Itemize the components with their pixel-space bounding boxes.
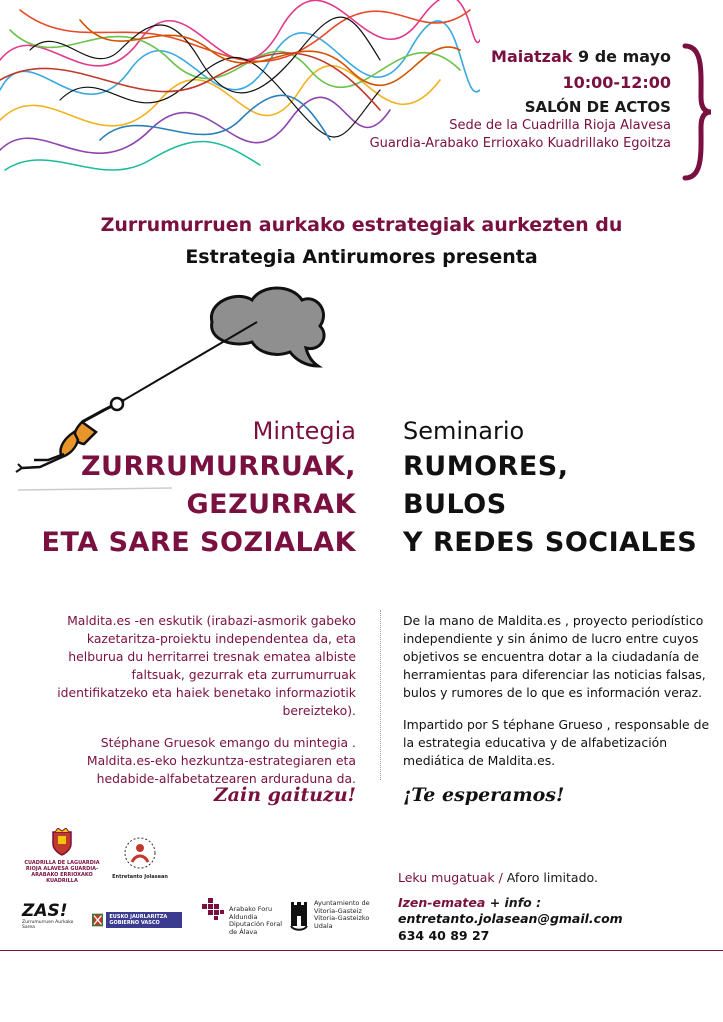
zas-logo — [22, 902, 76, 930]
venue-sub-eu: Guardia-Arabako Errioxako Kuadrillako Egoitza — [369, 135, 671, 151]
seminar-title-line: ETA SARE SOZIALAK — [41, 527, 356, 558]
curly-brace-decoration — [681, 42, 715, 182]
venue-sub-es: Sede de la Cuadrilla Rioja Alavesa — [449, 118, 671, 134]
eusko-jaurlaritza-logo — [92, 908, 182, 932]
seminar-title-line: BULOS — [403, 489, 507, 520]
vitoria-logo — [288, 898, 388, 932]
seminar-label-es: Seminario — [403, 417, 525, 445]
column-divider — [380, 610, 381, 780]
zas-logo-sub: Zurrumurruen Aurkako Sarea — [22, 920, 74, 930]
body-text-es — [403, 612, 715, 784]
seminar-title-line: Y REDES SOCIALES — [403, 527, 698, 558]
cta-es: ¡Te esperamos! — [403, 784, 565, 806]
araba-dots-icon — [200, 896, 226, 922]
body-text-eu — [56, 612, 356, 802]
vitoria-castle-icon — [288, 898, 310, 932]
registration-label: Izen-ematea + info : — [398, 895, 542, 910]
coat-of-arms-icon — [51, 828, 73, 856]
seminar-title-eu — [42, 414, 356, 562]
body-paragraph: Maldita.es -en eskutik (irabazi-asmorik gabeko kazetaritza-proiektu independentea da, eta helburua du herritarrei tresnak ematea albiste faltsuak, gezurrak eta zurrumurruak identifikatzeko eta haiek benetako informaziotik bereizteko). — [57, 613, 356, 718]
seminar-title-line: RUMORES, — [403, 451, 569, 482]
footer-rule — [0, 950, 723, 951]
seminar-label-eu: Mintegia — [252, 417, 356, 445]
seminar-title-line: GEZURRAK — [186, 489, 356, 520]
body-paragraph: Impartido por S téphane Grueso , responsable de la estrategia educativa y de alfabetización mediática de Maldita.es. — [403, 717, 710, 768]
cta-eu: Zain gaituzu! — [213, 784, 356, 806]
cuadrilla-logo-text: CUADRILLA DE LAGUARDIA RIOJA ALAVESA GUARDIA-ARABAKO ERRIOXAKO KUADRILLA — [24, 860, 100, 884]
registration-email[interactable]: entretanto.jolasean@gmail.com — [398, 911, 623, 926]
seminar-title-line: ZURRUMURRUAK, — [80, 451, 356, 482]
presenter-eu: Zurrumurruen aurkako estrategiak aurkezten du — [100, 214, 623, 236]
registration-phone[interactable]: 634 40 89 27 — [398, 928, 490, 943]
event-venue: SALÓN DE ACTOS — [524, 98, 671, 117]
presenter-es: Estrategia Antirumores presenta — [185, 246, 538, 268]
event-info — [370, 46, 671, 153]
event-time: 10:00-12:00 — [562, 72, 671, 92]
araba-logo — [200, 896, 290, 936]
araba-logo-text: Arabako Foru Aldundia Diputación Foral de Álava — [229, 905, 283, 936]
jolasean-icon — [120, 836, 160, 870]
event-date: Maiatzak 9 de mayo — [491, 47, 671, 66]
body-paragraph: Stéphane Gruesok emango du mintegia . Maldita.es-eko hezkuntza-estrategiaren eta hedabide-alfabetatzearen arduraduna da. — [86, 735, 356, 786]
limited-capacity: Leku mugatuak / Aforo limitado. — [398, 870, 598, 885]
eusko-logo-text: EUSKO JAURLARITZA GOBIERNO VASCO — [106, 912, 182, 928]
gobierno-vasco-shield-icon — [92, 910, 103, 930]
seminar-title-es — [403, 414, 697, 562]
jolasean-logo — [110, 836, 170, 880]
vitoria-logo-text: Ayuntamiento de Vitoria-Gasteiz Vitoria-Gasteizko Udala — [314, 899, 370, 930]
jolasean-logo-text: Entretanto Jolasean — [112, 874, 168, 880]
body-paragraph: De la mano de Maldita.es , proyecto periodístico independiente y sin ánimo de lucro entre cuyos objetivos se encuentra dotar a la ciudadanía de herramientas para diferenciar las noticias falsas, bulos y rumores de lo que es información veraz. — [403, 613, 706, 700]
zas-logo-text: ZAS! — [22, 901, 68, 921]
cuadrilla-logo — [22, 828, 102, 884]
